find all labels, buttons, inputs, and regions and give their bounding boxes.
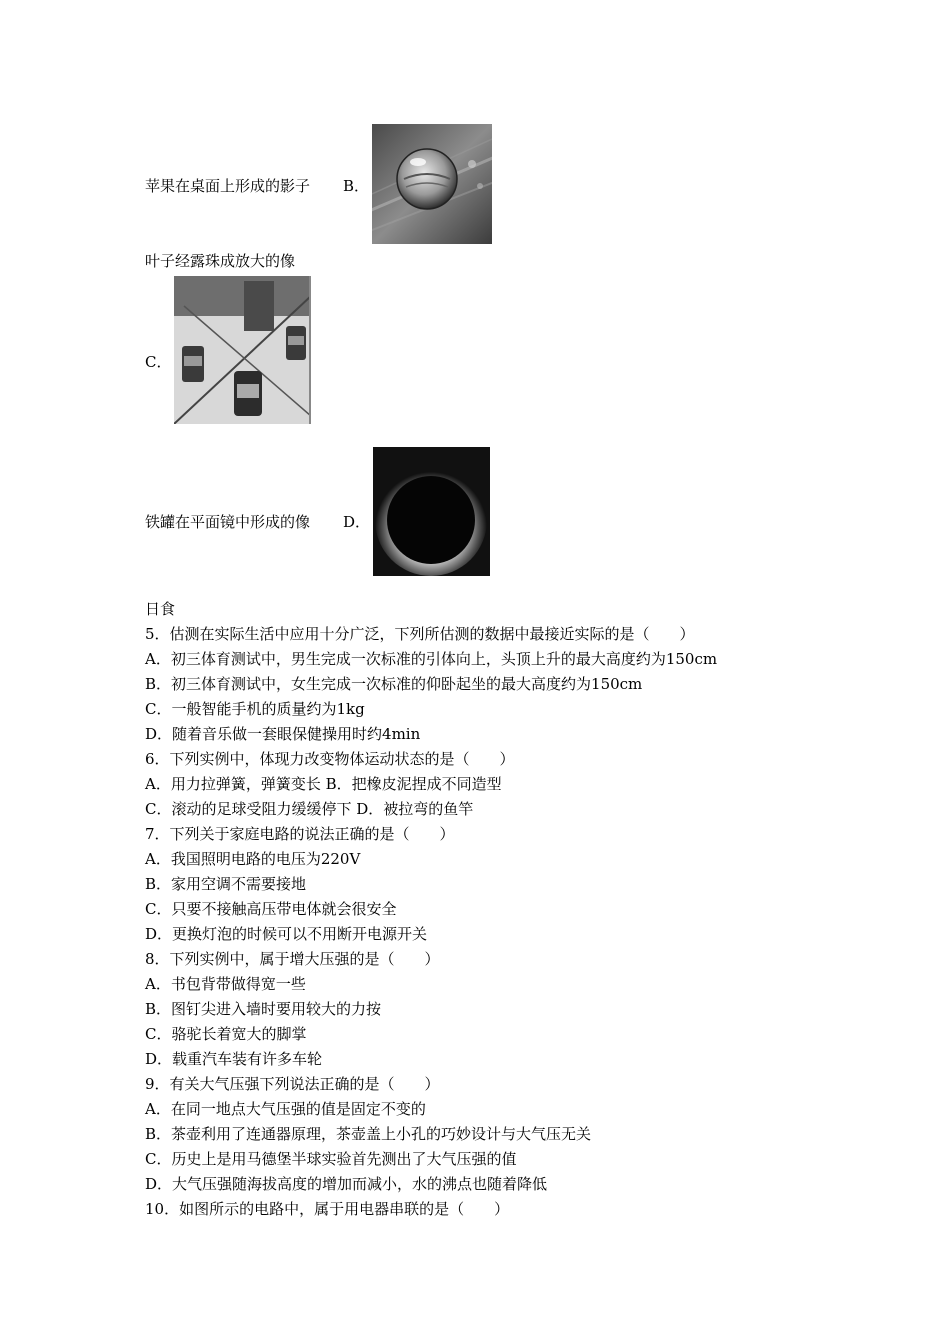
dewdrop-leaf-image [372,124,492,244]
question-6-stem: 6．下列实例中，体现力改变物体运动状态的是（ ） [145,750,515,768]
question-8-option-b: B．图钉尖进入墙时要用较大的力按 [145,1000,382,1018]
option-c-caption: 铁罐在平面镜中形成的像 [145,513,311,531]
question-6-options-cd: C．滚动的足球受阻力缓缓停下 D．被拉弯的鱼竿 [145,800,474,818]
question-7-option-a: A．我国照明电路的电压为220V [145,850,361,868]
dewdrop-icon [372,124,492,244]
question-7-option-b: B．家用空调不需要接地 [145,875,307,893]
question-5-option-c: C．一般智能手机的质量约为1kg [145,700,365,718]
question-5-stem: 5．估测在实际生活中应用十分广泛，下列所估测的数据中最接近实际的是（ ） [145,625,695,643]
option-d-label: D． [343,513,371,531]
option-b-label: B． [343,177,370,195]
option-b-caption: 叶子经露珠成放大的像 [145,252,296,270]
question-5-option-a: A．初三体育测试中，男生完成一次标准的引体向上，头顶上升的最大高度约为150cm [145,650,718,668]
question-9-option-b: B．茶壶利用了连通器原理，茶壶盖上小孔的巧妙设计与大气压无关 [145,1125,592,1143]
question-7-option-c: C．只要不接触高压带电体就会很安全 [145,900,397,918]
question-8-option-c: C．骆驼长着宽大的脚掌 [145,1025,307,1043]
eclipse-icon [373,447,490,576]
question-8-option-a: A．书包背带做得宽一些 [145,975,306,993]
question-9-option-c: C．历史上是用马德堡半球实验首先测出了大气压强的值 [145,1150,517,1168]
question-list [145,624,845,1224]
question-6-options-ab: A．用力拉弹簧，弹簧变长 B．把橡皮泥捏成不同造型 [145,775,502,793]
question-7-stem: 7．下列关于家庭电路的说法正确的是（ ） [145,825,455,843]
question-10-stem: 10．如图所示的电路中，属于用电器串联的是（ ） [145,1200,510,1218]
question-5-option-d: D．随着音乐做一套眼保健操用时约4min [145,725,421,743]
option-a-caption: 苹果在桌面上形成的影子 [145,177,311,195]
question-9-option-a: A．在同一地点大气压强的值是固定不变的 [145,1100,426,1118]
solar-eclipse-image [373,447,490,576]
question-7-option-d: D．更换灯泡的时候可以不用断开电源开关 [145,925,428,943]
question-9-option-d: D．大气压强随海拔高度的增加而减小，水的沸点也随着降低 [145,1175,548,1193]
question-9-stem: 9．有关大气压强下列说法正确的是（ ） [145,1075,440,1093]
option-c-label: C． [145,353,172,371]
mirror-cans-icon [174,276,311,424]
question-8-option-d: D．载重汽车装有许多车轮 [145,1050,323,1068]
question-5-option-b: B．初三体育测试中，女生完成一次标准的仰卧起坐的最大高度约为150cm [145,675,643,693]
question-8-stem: 8．下列实例中，属于增大压强的是（ ） [145,950,440,968]
option-d-caption: 日食 [145,600,176,618]
iron-can-mirror-image [174,276,311,424]
